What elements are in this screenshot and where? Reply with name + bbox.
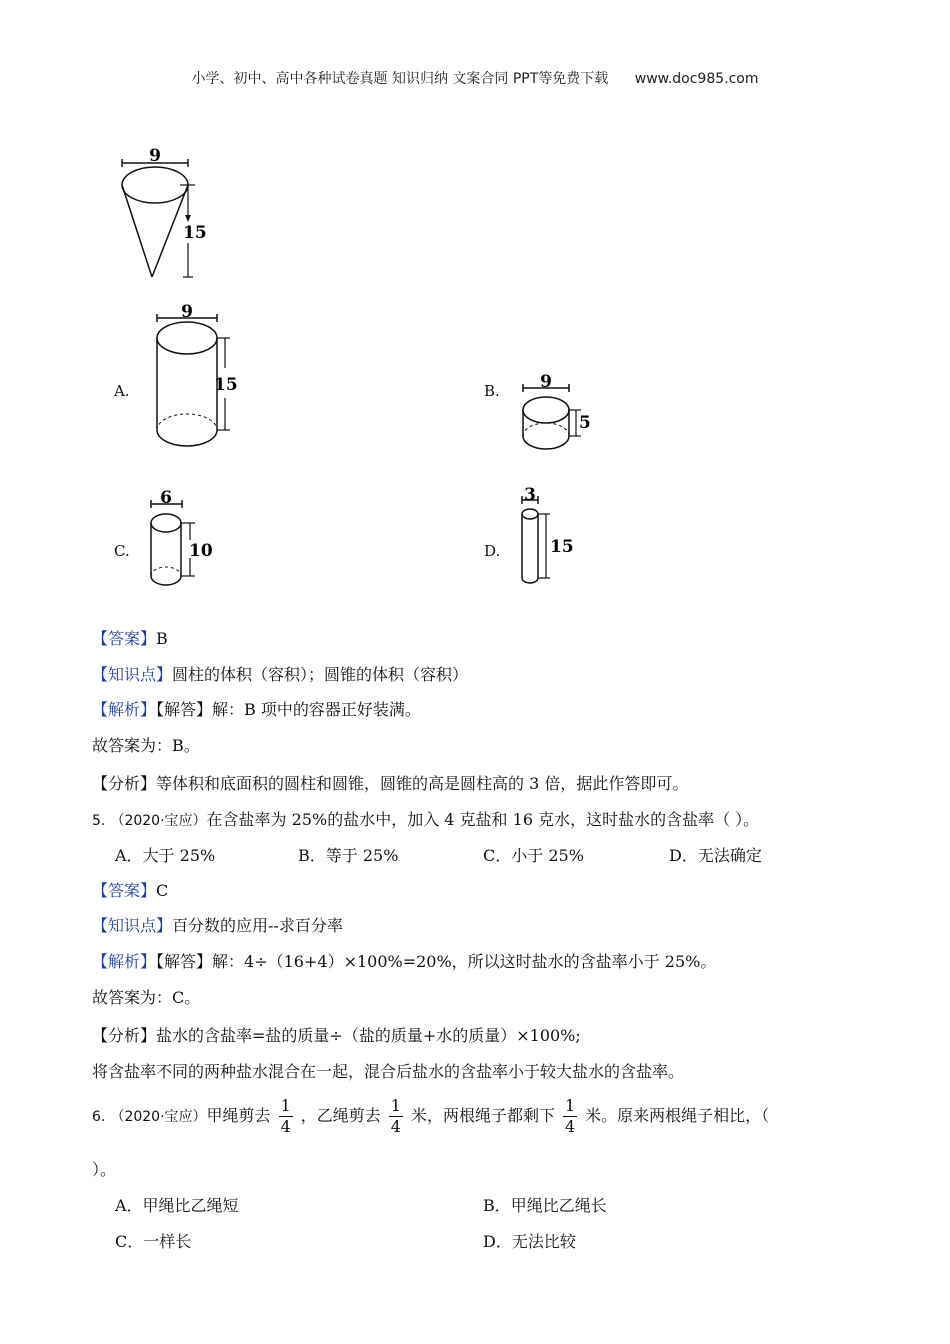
explanation-tag: 【解析】 — [92, 700, 157, 719]
figure-b-label: B. — [484, 382, 500, 400]
q5-stem — [92, 807, 759, 830]
c-diameter-label: 6 — [160, 488, 172, 508]
question-source: （2020·宝应） — [110, 1109, 207, 1125]
analysis-text: 盐水的含盐率=盐的质量÷（盐的质量+水的质量）×100%; — [156, 1026, 581, 1045]
a-diameter-label: 9 — [181, 302, 193, 322]
c-height-label: 10 — [189, 541, 213, 561]
q5-option-a: A．大于 25% — [115, 846, 216, 865]
cylinder-b-figure — [516, 370, 606, 455]
q5-explanation — [92, 949, 716, 972]
solution-tag: 【解答】 — [156, 700, 213, 719]
a-height-label: 15 — [214, 375, 238, 395]
question-text: 在含盐率为 25%的盐水中，加入 4 克盐和 16 克水，这时盐水的含盐率（ ）。 — [206, 810, 760, 829]
question-number: 6. — [92, 1109, 106, 1125]
q5-option-d: D．无法确定 — [669, 846, 762, 865]
header-text: 小学、初中、高中各种试卷真题 知识归纳 文案合同 PPT等免费下载 — [191, 71, 609, 87]
q6-stem — [92, 1096, 769, 1137]
explanation-tag: 【解析】 — [92, 952, 157, 971]
knowledge-text: 百分数的应用--求百分率 — [172, 916, 343, 935]
cylinder-a-figure — [150, 300, 250, 455]
figure-d-label: D. — [484, 542, 501, 560]
question-source: （2020·宝应） — [110, 813, 207, 829]
fraction-denominator: 4 — [280, 1117, 291, 1136]
q5-answer — [92, 878, 168, 901]
fraction-numerator: 1 — [564, 1096, 576, 1115]
solution-tag: 【解答】 — [156, 952, 213, 971]
b-diameter-label: 9 — [540, 372, 552, 392]
figure-c-label: C. — [114, 542, 130, 560]
q6-option-b: B．甲绳比乙绳长 — [483, 1196, 607, 1215]
q4-explanation — [92, 697, 421, 720]
q4-analysis — [92, 771, 688, 794]
b-height-label: 5 — [579, 413, 591, 433]
answer-value: B — [156, 629, 168, 648]
analysis-tag: 【分析】 — [92, 1026, 157, 1045]
answer-tag: 【答案】 — [92, 881, 157, 900]
q6-stem-line2: ）。 — [92, 1160, 117, 1179]
knowledge-text: 圆柱的体积（容积）；圆锥的体积（容积） — [172, 665, 469, 684]
q4-knowledge-point — [92, 662, 468, 685]
q5-analysis — [92, 1023, 581, 1046]
page-header — [0, 68, 950, 88]
knowledge-tag: 【知识点】 — [92, 916, 173, 935]
d-height-label: 15 — [550, 537, 574, 557]
q6-option-d: D．无法比较 — [483, 1232, 576, 1251]
q4-conclusion: 故答案为：B。 — [92, 736, 200, 755]
cone-diameter-label: 9 — [149, 146, 161, 166]
cylinder-c-figure — [145, 488, 230, 593]
q6-part1: 甲绳剪去 — [206, 1106, 271, 1125]
q6-option-c: C．一样长 — [115, 1232, 192, 1251]
fraction-denominator: 4 — [564, 1117, 576, 1136]
fraction-denominator: 4 — [390, 1117, 401, 1136]
q6-option-a: A．甲绳比乙绳短 — [115, 1196, 239, 1215]
fraction-one-quarter — [563, 1096, 577, 1137]
cone-height-label: 15 — [183, 223, 207, 243]
q6-part4: 米。原来两根绳子相比，（ — [585, 1106, 770, 1125]
q6-part2: ，乙绳剪去 — [300, 1106, 381, 1125]
answer-value: C — [156, 881, 169, 900]
cone-figure — [115, 145, 225, 285]
answer-tag: 【答案】 — [92, 629, 157, 648]
q5-analysis-2: 将含盐率不同的两种盐水混合在一起，混合后盐水的含盐率小于较大盐水的含盐率。 — [92, 1062, 685, 1081]
header-site: www.doc985.com — [634, 71, 759, 87]
d-diameter-label: 3 — [524, 486, 536, 505]
analysis-tag: 【分析】 — [92, 774, 157, 793]
q4-answer — [92, 626, 168, 649]
fraction-numerator: 1 — [390, 1096, 401, 1115]
knowledge-tag: 【知识点】 — [92, 665, 173, 684]
explanation-text: 解：B 项中的容器正好装满。 — [212, 700, 421, 719]
analysis-text: 等体积和底面积的圆柱和圆锥，圆锥的高是圆柱高的 3 倍，据此作答即可。 — [156, 774, 689, 793]
figure-a-label: A. — [114, 382, 130, 400]
explanation-text: 解：4÷（16+4）×100%=20%，所以这时盐水的含盐率小于 25%。 — [212, 952, 717, 971]
fraction-one-quarter — [389, 1096, 403, 1137]
q5-knowledge-point — [92, 913, 343, 936]
cylinder-d-figure — [516, 486, 596, 591]
q5-conclusion: 故答案为：C。 — [92, 988, 201, 1007]
fraction-one-quarter — [279, 1096, 293, 1137]
q5-option-c: C．小于 25% — [483, 846, 584, 865]
q6-part3: 米，两根绳子都剩下 — [410, 1106, 555, 1125]
question-number: 5. — [92, 813, 106, 829]
fraction-numerator: 1 — [280, 1096, 291, 1115]
q5-option-b: B．等于 25% — [298, 846, 399, 865]
